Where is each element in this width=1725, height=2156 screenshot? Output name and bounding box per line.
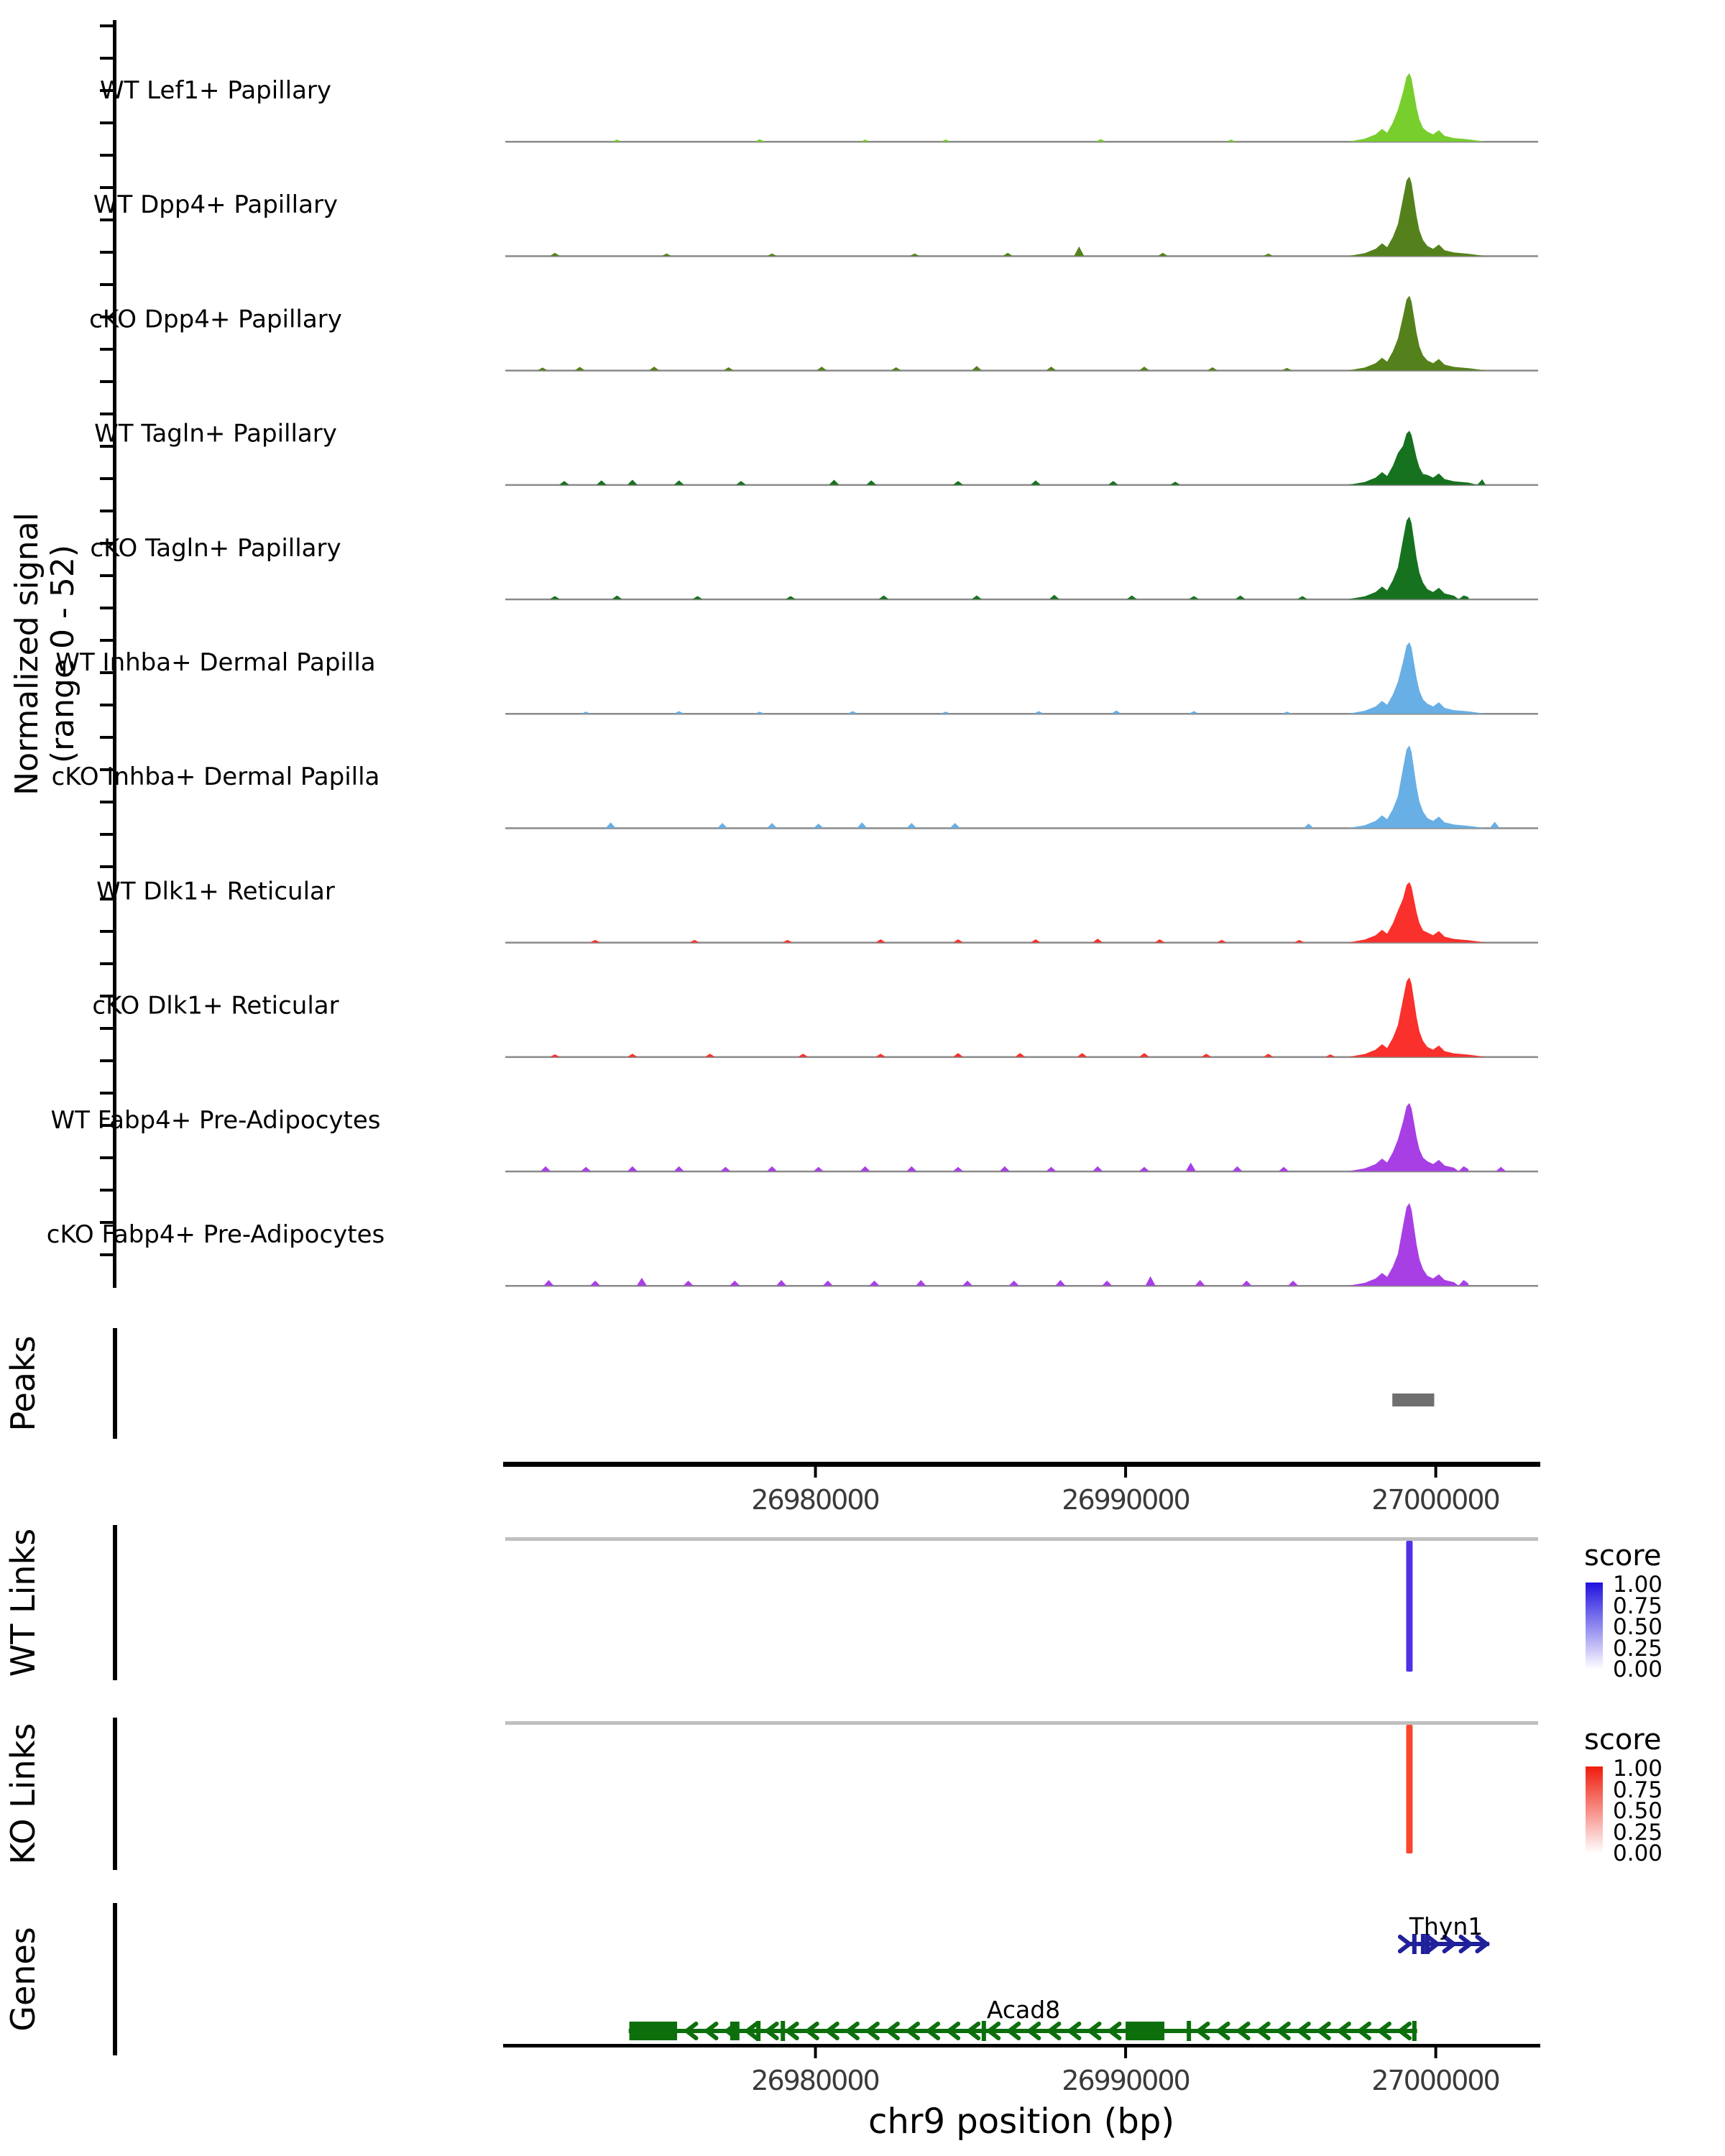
- gene-exon-box: [630, 2022, 677, 2040]
- ko-score-tick-075: 0.75: [1613, 1777, 1663, 1803]
- gene-exon-box: [1126, 2022, 1164, 2040]
- genes-section: [4, 1903, 1540, 2142]
- coverage-track-wt-dpp4-papillary: [93, 177, 1538, 257]
- signal-y-axis-tick: [100, 413, 113, 415]
- track-label-wt-tagln-papillary: WT Tagln+ Papillary: [94, 419, 337, 448]
- signal-y-axis-tick: [100, 801, 113, 803]
- track-label-cko-dlk1-reticular: cKO Dlk1+ Reticular: [92, 991, 339, 1021]
- coverage-track-wt-fabp4-pre-adipocytes: [51, 1103, 1538, 1173]
- coverage-area-wt-fabp4-pre-adipocytes: [505, 1103, 1538, 1171]
- coverage-area-wt-lef1-papillary: [505, 73, 1538, 142]
- coverage-area-cko-inhba-dermal-papilla: [505, 745, 1538, 828]
- y-axis-label-line2: (range 0 - 52): [45, 544, 81, 764]
- track-label-wt-lef1-papillary: WT Lef1+ Papillary: [99, 76, 332, 105]
- ko-links-rule: [505, 1721, 1538, 1725]
- signal-y-axis-tick: [100, 380, 113, 383]
- signal-y-axis-tick: [100, 704, 113, 706]
- signal-y-axis-tick: [100, 57, 113, 60]
- coverage-track-wt-dlk1-reticular: [96, 877, 1538, 944]
- signal-y-axis-tick: [100, 1027, 113, 1030]
- signal-y-axis-tick: [100, 477, 113, 480]
- ko-links-line: [1406, 1725, 1412, 1853]
- gene-model-acad8: [629, 2021, 1417, 2041]
- signal-y-axis-tick: [100, 1189, 113, 1192]
- ko-link-line-group: [1406, 1725, 1412, 1853]
- wt-score-tick-025: 0.25: [1613, 1636, 1663, 1662]
- track-label-wt-dpp4-papillary: WT Dpp4+ Papillary: [93, 190, 339, 220]
- gene-label-thyn1: Thyn1: [1409, 1912, 1484, 1940]
- coverage-track-wt-lef1-papillary: [100, 73, 1538, 143]
- signal-y-axis-tick: [100, 121, 113, 124]
- peaks-x-axis-line: [503, 1462, 1540, 1467]
- signal-y-axis-tick: [100, 348, 113, 351]
- ko-links-section-label: KO Links: [4, 1723, 42, 1865]
- wt-links-section: [4, 1525, 1662, 1682]
- peak-interval-boxes: [1392, 1393, 1434, 1406]
- coverage-area-wt-inhba-dermal-papilla: [505, 642, 1538, 714]
- ko-links-section-bar: [113, 1718, 117, 1870]
- ko-score-colorbar: [1586, 1766, 1603, 1853]
- signal-y-axis-tick: [100, 574, 113, 577]
- coverage-area-cko-dpp4-papillary: [505, 296, 1538, 371]
- coverage-area-cko-tagln-papillary: [505, 517, 1538, 599]
- track-label-wt-fabp4-pre-adipocytes: WT Fabp4+ Pre-Adipocytes: [50, 1105, 381, 1135]
- genes-axis-tick-label-26990000: 26990000: [1062, 2065, 1190, 2096]
- coverage-track-cko-inhba-dermal-papilla: [52, 745, 1538, 829]
- gene-exon-tick: [1412, 2021, 1417, 2041]
- wt-score-tick-075: 0.75: [1613, 1593, 1663, 1619]
- peak-box: [1392, 1393, 1434, 1406]
- coverage-track-cko-dlk1-reticular: [92, 977, 1538, 1058]
- signal-y-axis-tick: [100, 1253, 113, 1256]
- track-label-cko-tagln-papillary: cKO Tagln+ Papillary: [90, 533, 341, 563]
- signal-y-axis-tick: [100, 607, 113, 609]
- ko-links-section: [4, 1718, 1662, 1870]
- coverage-area-wt-dlk1-reticular: [505, 882, 1538, 942]
- track-label-wt-dlk1-reticular: WT Dlk1+ Reticular: [96, 877, 335, 906]
- gene-exon-tick: [1187, 2021, 1191, 2041]
- ko-score-tick-050: 0.50: [1613, 1798, 1663, 1824]
- y-axis-label-line1: Normalized signal: [9, 512, 45, 796]
- genes-axis-tick-label-26980000: 26980000: [751, 2065, 879, 2096]
- wt-score-tick-100: 1.00: [1613, 1572, 1663, 1598]
- signal-y-axis-tick: [100, 1059, 113, 1062]
- coverage-track-wt-tagln-papillary: [94, 420, 1538, 487]
- peaks-section-bar: [113, 1328, 117, 1439]
- signal-y-axis-tick: [100, 1156, 113, 1159]
- signal-y-axis-tick: [100, 962, 113, 965]
- ko-score-tick-100: 1.00: [1613, 1756, 1663, 1782]
- coverage-track-cko-dpp4-papillary: [89, 296, 1538, 372]
- x-axis-tick: [1435, 1467, 1438, 1478]
- x-axis-title: chr9 position (bp): [868, 2101, 1175, 2142]
- gene-label-acad8: Acad8: [986, 1996, 1061, 2024]
- coverage-track-wt-inhba-dermal-papilla: [55, 642, 1538, 715]
- wt-score-tick-000: 0.00: [1613, 1657, 1663, 1682]
- x-axis-tick: [1124, 1467, 1127, 1478]
- wt-links-section-label: WT Links: [4, 1528, 42, 1677]
- wt-links-section-bar: [113, 1525, 117, 1680]
- wt-links-line: [1406, 1541, 1412, 1672]
- gene-exon-tick: [982, 2021, 986, 2041]
- signal-y-axis-tick: [100, 930, 113, 933]
- wt-score-legend: [1584, 1539, 1662, 1682]
- track-label-cko-fabp4-pre-adipocytes: cKO Fabp4+ Pre-Adipocytes: [46, 1220, 385, 1249]
- peaks-x-axis-ticks: [814, 1467, 1438, 1478]
- signal-y-axis-tick: [100, 24, 113, 27]
- genes-section-label: Genes: [4, 1927, 42, 2032]
- signal-y-axis-tick: [100, 186, 113, 189]
- x-axis-tick: [1435, 2047, 1438, 2058]
- signal-y-axis-tick: [100, 510, 113, 512]
- signal-y-axis-tick: [100, 1092, 113, 1095]
- wt-score-colorbar: [1586, 1583, 1603, 1669]
- signal-y-axis-tick: [100, 736, 113, 739]
- ko-score-tick-000: 0.00: [1613, 1841, 1663, 1866]
- coverage-track-cko-fabp4-pre-adipocytes: [47, 1203, 1538, 1287]
- peaks-section: [4, 1328, 1540, 1516]
- gene-body-line: [1407, 1942, 1489, 1946]
- coverage-track-cko-tagln-papillary: [90, 517, 1538, 601]
- wt-links-rule: [505, 1537, 1538, 1541]
- signal-y-axis-tick: [100, 251, 113, 254]
- coverage-area-cko-fabp4-pre-adipocytes: [505, 1203, 1538, 1286]
- x-axis-tick: [1124, 2047, 1127, 2058]
- peaks-axis-tick-label-26990000: 26990000: [1062, 1484, 1190, 1516]
- coverage-area-cko-dlk1-reticular: [505, 977, 1538, 1057]
- ko-score-tick-025: 0.25: [1613, 1820, 1663, 1846]
- wt-score-tick-050: 0.50: [1613, 1614, 1663, 1640]
- track-label-wt-inhba-dermal-papilla: WT Inhba+ Dermal Papilla: [55, 648, 376, 677]
- coverage-area-wt-tagln-papillary: [505, 430, 1538, 484]
- signal-y-axis-tick: [100, 283, 113, 286]
- peaks-axis-tick-label-26980000: 26980000: [751, 1484, 879, 1516]
- ko-score-legend: [1584, 1723, 1662, 1866]
- wt-score-legend-title: score: [1584, 1539, 1662, 1572]
- peaks-section-label: Peaks: [4, 1335, 42, 1432]
- signal-y-axis-tick: [100, 154, 113, 157]
- genes-x-axis-line: [503, 2044, 1540, 2047]
- signal-y-axis-tick: [100, 833, 113, 836]
- genes-axis-tick-label-27000000: 27000000: [1371, 2065, 1499, 2096]
- track-label-cko-dpp4-papillary: cKO Dpp4+ Papillary: [89, 305, 342, 334]
- genes-section-bar: [113, 1903, 117, 2055]
- ko-score-legend-title: score: [1584, 1723, 1662, 1756]
- signal-y-axis-tick: [100, 865, 113, 868]
- gene-strand-arrow-right: [1400, 1937, 1409, 1951]
- genes-x-axis-ticks: [814, 2047, 1438, 2058]
- x-axis-tick: [814, 2047, 817, 2058]
- track-label-cko-inhba-dermal-papilla: cKO Inhba+ Dermal Papilla: [51, 763, 380, 792]
- signal-y-axis-tick: [100, 639, 113, 642]
- peaks-axis-tick-label-27000000: 27000000: [1371, 1484, 1499, 1516]
- wt-link-line-group: [1406, 1541, 1412, 1672]
- gene-models: [629, 1934, 1489, 2041]
- x-axis-tick: [814, 1467, 817, 1478]
- coverage-area-wt-dpp4-papillary: [505, 177, 1538, 257]
- coverage-tracks: [47, 73, 1538, 1287]
